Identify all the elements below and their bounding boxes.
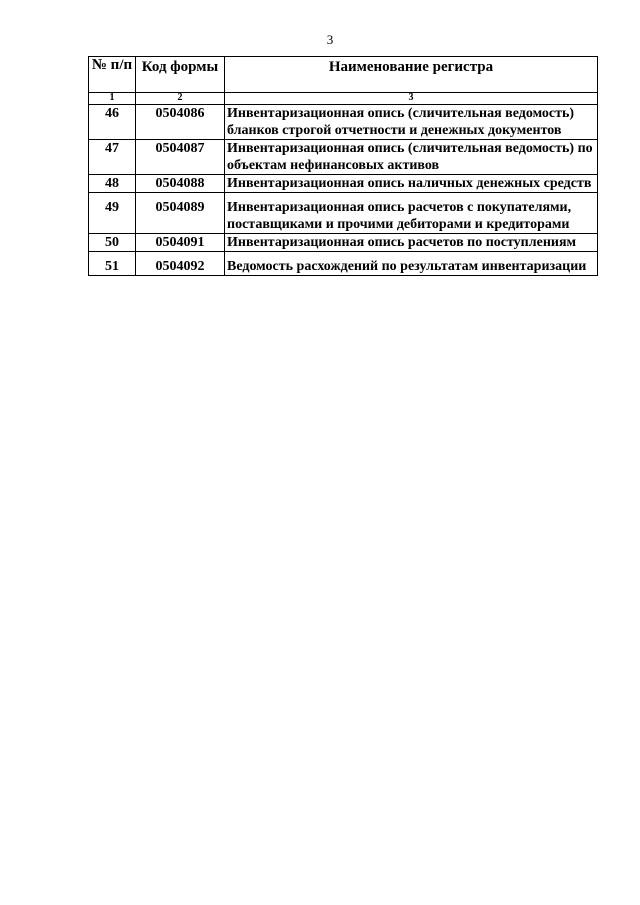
column-index-2: 2: [136, 93, 225, 105]
table-row: [89, 175, 598, 193]
register-name: Инвентаризационная опись расчетов с покупателями, поставщиками и прочими дебиторами и кредиторами: [225, 193, 598, 234]
register-name: Ведомость расхождений по результатам инвентаризации: [225, 252, 598, 276]
register-name: Инвентаризационная опись (сличительная ведомость) по объектам нефинансовых активов: [225, 140, 598, 175]
registry-table: [88, 56, 598, 276]
column-index-3: 3: [225, 93, 598, 105]
form-code: 0504089: [136, 193, 225, 234]
header-num: № п/п: [89, 57, 136, 93]
row-number: 48: [89, 175, 136, 193]
table-row: [89, 105, 598, 140]
table-row: [89, 140, 598, 175]
form-code: 0504086: [136, 105, 225, 140]
form-code: 0504088: [136, 175, 225, 193]
register-name: Инвентаризационная опись (сличительная ведомость) бланков строгой отчетности и денежных документов: [225, 105, 598, 140]
table-row: [89, 193, 598, 234]
column-index-1: 1: [89, 93, 136, 105]
table-header-row: [89, 57, 598, 93]
table-row: [89, 252, 598, 276]
row-number: 46: [89, 105, 136, 140]
page-number: 3: [326, 32, 334, 47]
form-code: 0504091: [136, 234, 225, 252]
row-number: 47: [89, 140, 136, 175]
row-number: 50: [89, 234, 136, 252]
form-code: 0504087: [136, 140, 225, 175]
table-row: [89, 234, 598, 252]
row-number: 49: [89, 193, 136, 234]
row-number: 51: [89, 252, 136, 276]
header-code: Код формы: [136, 57, 225, 93]
form-code: 0504092: [136, 252, 225, 276]
register-name: Инвентаризационная опись расчетов по поступлениям: [225, 234, 598, 252]
column-index-row: [89, 93, 598, 105]
register-name: Инвентаризационная опись наличных денежных средств: [225, 175, 598, 193]
header-name: Наименование регистра: [225, 57, 598, 93]
